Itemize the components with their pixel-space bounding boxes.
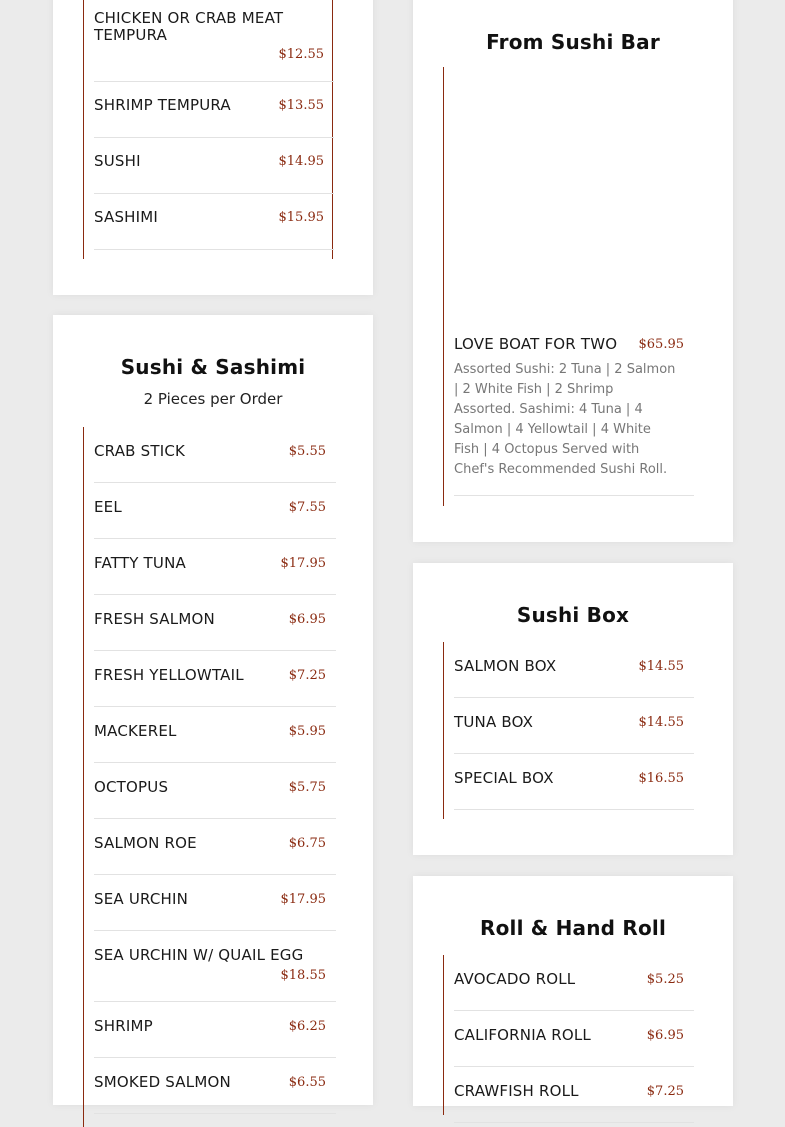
section-title: Sushi Box	[516, 603, 630, 627]
roll-hand-roll-card	[413, 876, 733, 1106]
section-title: Sushi & Sashimi	[120, 355, 306, 379]
menu-item-name: AVOCADO ROLL	[454, 970, 576, 988]
menu-item-name: SALMON ROE	[94, 834, 197, 852]
menu-item-name: TUNA BOX	[454, 713, 534, 731]
menu-item-name: SASHIMI	[94, 208, 159, 226]
menu-item-price: $5.55	[288, 444, 326, 459]
appetizers-card	[53, 0, 373, 295]
menu-item[interactable]	[94, 763, 336, 819]
appetizers-list	[83, 0, 333, 259]
menu-item[interactable]	[454, 698, 694, 754]
menu-item-price: $6.55	[288, 1075, 326, 1090]
menu-item-name: EEL	[94, 498, 122, 516]
menu-item-name: LOVE BOAT FOR TWO	[454, 335, 618, 353]
menu-item-price: $12.55	[278, 47, 324, 62]
menu-item[interactable]	[454, 642, 694, 698]
menu-item[interactable]	[454, 1067, 694, 1123]
menu-item-name: CHICKEN OR CRAB MEAT TEMPURA	[94, 9, 284, 44]
menu-item[interactable]	[94, 483, 336, 539]
sushi-sashimi-list	[83, 427, 335, 1127]
menu-item-price: $5.25	[646, 972, 684, 987]
menu-item[interactable]	[94, 1002, 336, 1058]
roll-hand-roll-list	[443, 955, 695, 1115]
menu-item-price: $6.25	[288, 1019, 326, 1034]
menu-item[interactable]	[94, 82, 334, 138]
menu-item-price: $17.95	[280, 556, 326, 571]
sushi-box-list	[443, 642, 695, 819]
menu-item[interactable]	[94, 1058, 336, 1114]
sushi-bar-list	[443, 67, 695, 506]
menu-item-name: SMOKED SALMON	[94, 1073, 231, 1091]
menu-item-price: $5.95	[288, 724, 326, 739]
menu-item-price: $14.55	[638, 715, 684, 730]
menu-item-price: $14.95	[278, 154, 324, 169]
menu-item[interactable]	[454, 955, 694, 1011]
menu-item-description: Assorted Sushi: 2 Tuna | 2 Salmon | 2 White Fish | 2 Shrimp Assorted. Sashimi: 4 Tuna | 4 Salmon | 4 Yellowtail | 4 White Fish | 4 Octopus Served with Chef's Recommended Sushi Roll.	[454, 362, 676, 477]
section-title: Roll & Hand Roll	[479, 916, 667, 940]
menu-item[interactable]	[94, 0, 334, 82]
menu-item-price: $7.25	[646, 1084, 684, 1099]
menu-item[interactable]	[94, 595, 336, 651]
menu-item-price: $17.95	[280, 892, 326, 907]
menu-item-name: SALMON BOX	[454, 657, 557, 675]
menu-item-name: SEA URCHIN W/ QUAIL EGG	[94, 946, 304, 964]
menu-item[interactable]	[94, 707, 336, 763]
menu-item-name: SEA URCHIN	[94, 890, 189, 908]
menu-item[interactable]	[94, 194, 334, 250]
menu-item-price: $6.75	[288, 836, 326, 851]
menu-item-name: SHRIMP	[94, 1017, 153, 1035]
menu-item[interactable]	[94, 819, 336, 875]
menu-item[interactable]	[94, 651, 336, 707]
section-title: From Sushi Bar	[486, 30, 660, 54]
menu-item[interactable]	[454, 1011, 694, 1067]
menu-item-price: $6.95	[288, 612, 326, 627]
menu-item[interactable]	[94, 138, 334, 194]
menu-item-name: SHRIMP TEMPURA	[94, 96, 231, 114]
menu-item-price: $16.55	[638, 771, 684, 786]
menu-item[interactable]	[94, 875, 336, 931]
menu-item[interactable]	[94, 931, 336, 1002]
menu-item-name: SPECIAL BOX	[454, 769, 554, 787]
menu-item-price: $5.75	[288, 780, 326, 795]
section-subtitle: 2 Pieces per Order	[143, 390, 283, 408]
menu-item-price: $18.55	[280, 968, 326, 983]
menu-item-name: FRESH YELLOWTAIL	[94, 666, 244, 684]
menu-item-price: $13.55	[278, 98, 324, 113]
menu-item-name: SUSHI	[94, 152, 141, 170]
menu-item[interactable]	[454, 325, 694, 496]
menu-item-price: $6.95	[646, 1028, 684, 1043]
menu-item-name: CRAWFISH ROLL	[454, 1082, 579, 1100]
menu-item[interactable]	[94, 427, 336, 483]
menu-item-name: CRAB STICK	[94, 442, 186, 460]
menu-item-price: $65.95	[638, 337, 684, 352]
menu-item-name: OCTOPUS	[94, 778, 169, 796]
menu-item-name: CALIFORNIA ROLL	[454, 1026, 591, 1044]
menu-item-price: $7.25	[288, 668, 326, 683]
menu-item-price: $14.55	[638, 659, 684, 674]
menu-item-price: $7.55	[288, 500, 326, 515]
menu-item[interactable]	[454, 754, 694, 810]
sushi-bar-card	[413, 0, 733, 542]
sushi-sashimi-card	[53, 315, 373, 1105]
menu-item-name: MACKEREL	[94, 722, 177, 740]
menu-item-name: FRESH SALMON	[94, 610, 215, 628]
menu-item-price: $15.95	[278, 210, 324, 225]
menu-item-name: FATTY TUNA	[94, 554, 186, 572]
sushi-box-card	[413, 563, 733, 855]
menu-item[interactable]	[94, 539, 336, 595]
